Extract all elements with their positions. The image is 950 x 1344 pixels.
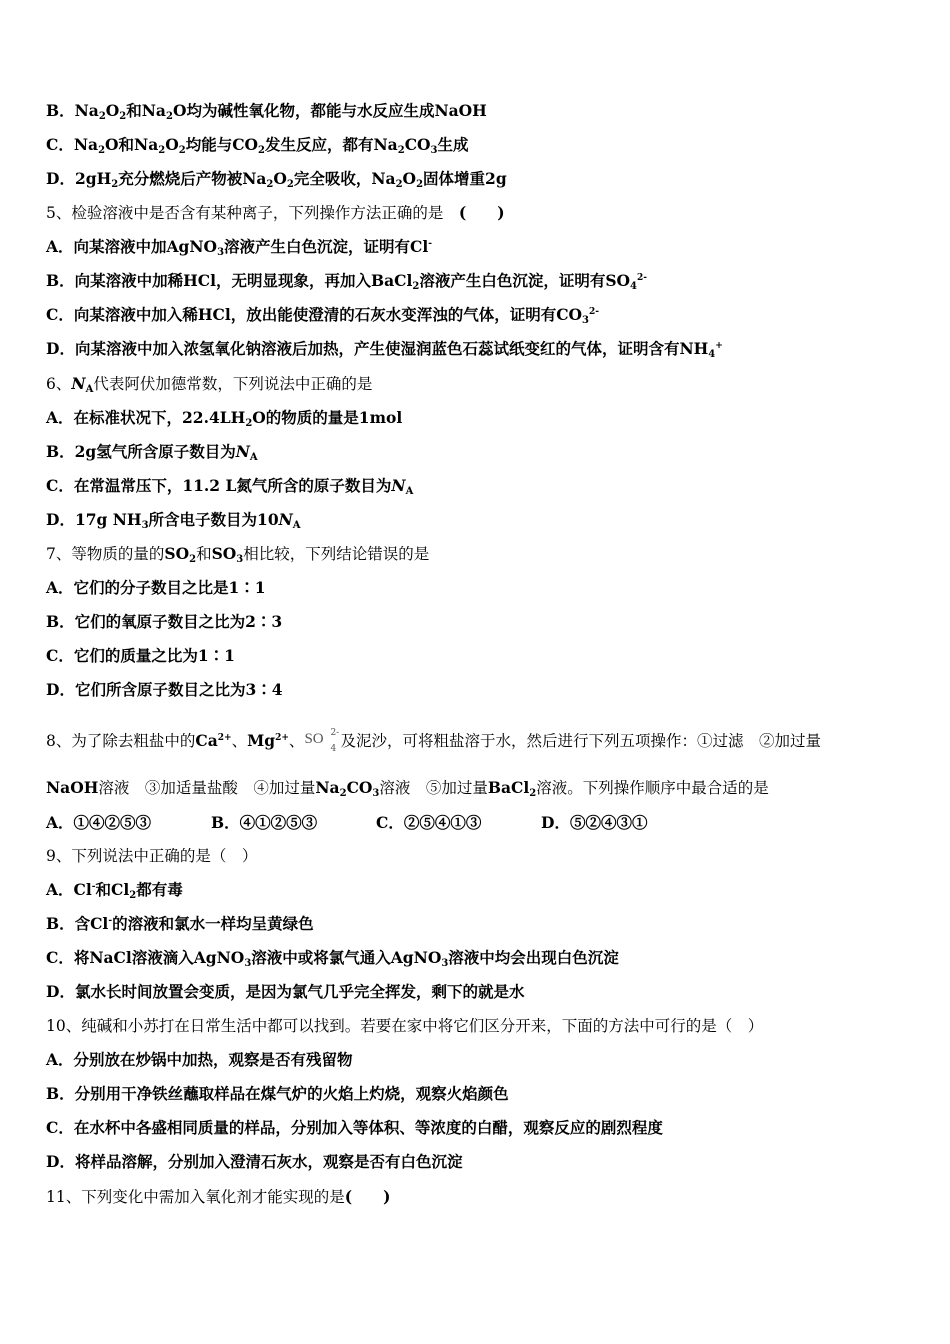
question-9-option-b: B．含Cl-的溶液和氯水一样均呈黄绿色 <box>46 914 314 933</box>
question-10-option-d: D．将样品溶解，分别加入澄清石灰水，观察是否有白色沉淀 <box>46 1152 463 1171</box>
question-8-stem-line-1: 8、为了除去粗盐中的$Ca^{2+}$、$Mg^{2+}$、 SO 2- 4 及泥沙，可将粗盐溶于水，然后进行下列五项操作：①过滤 ②加过量 <box>46 722 821 752</box>
question-10-option-c: C．在水杯中各盛相同质量的样品，分别加入等体积、等浓度的白醋，观察反应的剧烈程度 <box>46 1118 663 1137</box>
question-5-option-c: C．向某溶液中加入稀HCl，放出能使澄清的石灰水变浑浊的气体，证明有$CO_3^{2-}$ <box>46 305 600 326</box>
question-8-option-d: D．⑤②④③① <box>541 813 648 832</box>
question-8-option-b: B．④①②⑤③ <box>211 813 318 832</box>
question-9-stem: 9、下列说法中正确的是（ ） <box>46 847 258 865</box>
question-10-option-a: A．分别放在炒锅中加热，观察是否有残留物 <box>46 1050 353 1069</box>
question-10-option-b: B．分别用干净铁丝蘸取样品在煤气炉的火焰上灼烧，观察火焰颜色 <box>46 1084 509 1103</box>
question-6-option-c: C．在常温常压下，11.2 L氮气所含的原子数目为$N_A$ <box>46 476 414 497</box>
question-5-option-a: A．向某溶液中加AgNO$_3$溶液产生白色沉淀，证明有Cl- <box>46 237 433 258</box>
question-5-option-d: D．向某溶液中加入浓氢氧化钠溶液后加热，产生使湿润蓝色石蕊试纸变红的气体，证明含有$NH_4^+$ <box>46 339 723 360</box>
question-8-stem-line-2: NaOH溶液 ③加适量盐酸 ④加过量$Na_2CO_3$溶液 ⑤加过量BaCl$_2$溶液。下列操作顺序中最合适的是 <box>46 778 769 799</box>
question-9-option-d: D．氯水长时间放置会变质，是因为氯气几乎完全挥发，剩下的就是水 <box>46 982 525 1001</box>
question-4-option-b: B．$Na_2O_2$和$Na_2O$均为碱性氧化物，都能与水反应生成NaOH <box>46 101 487 122</box>
question-7-option-a: A．它们的分子数目之比是1∶1 <box>46 578 266 597</box>
question-9-option-a: A．Cl-和$Cl_2$都有毒 <box>46 880 183 901</box>
question-6-option-a: A．在标准状况下，$22.4LH_2O$的物质的量是1mol <box>46 408 403 429</box>
question-7-option-c: C．它们的质量之比为1∶1 <box>46 646 235 665</box>
question-6-stem: 6、$N_A$代表阿伏加德常数，下列说法中正确的是 <box>46 374 373 395</box>
question-7-stem: 7、等物质的量的$SO_2$和$SO_3$相比较，下列结论错误的是 <box>46 544 430 565</box>
question-10-stem: 10、纯碱和小苏打在日常生活中都可以找到。若要在家中将它们区分开来，下面的方法中可行的是（ ） <box>46 1017 764 1035</box>
question-8-option-a: A．①④②⑤③ <box>46 813 152 832</box>
question-4-option-c: C．$Na_2O$和$Na_2O_2$均能与$CO_2$发生反应，都有$Na_2CO_3$生成 <box>46 135 469 156</box>
question-6-option-d: D．17g $NH_3$所含电子数目为$10N_A$ <box>46 510 301 531</box>
question-9-option-c: C．将NaCl溶液滴入AgNO$_3$溶液中或将氯气通入AgNO$_3$溶液中均会出现白色沉淀 <box>46 948 619 969</box>
question-5-option-b: B．向某溶液中加稀HCl，无明显现象，再加入BaCl$_2$溶液产生白色沉淀，证明有$SO_4^{2-}$ <box>46 271 647 292</box>
sulfate-ion-formula: SO 2- 4 <box>304 728 340 754</box>
question-5-stem: 5、检验溶液中是否含有某种离子，下列操作方法正确的是 ( ) <box>46 203 505 222</box>
question-4-option-d: D．$2gH_2$充分燃烧后产物被$Na_2O_2$完全吸收，$Na_2O_2$固体增重2g <box>46 169 507 190</box>
question-11-stem: 11、下列变化中需加入氧化剂才能实现的是( ) <box>46 1187 391 1206</box>
question-7-option-d: D．它们所含原子数目之比为3∶4 <box>46 680 283 699</box>
question-8-option-c: C．②⑤④①③ <box>376 813 482 832</box>
question-7-option-b: B．它们的氧原子数目之比为2∶3 <box>46 612 283 631</box>
question-8-options <box>46 812 647 834</box>
question-6-option-b: B．2g氢气所含原子数目为$N_A$ <box>46 442 258 463</box>
